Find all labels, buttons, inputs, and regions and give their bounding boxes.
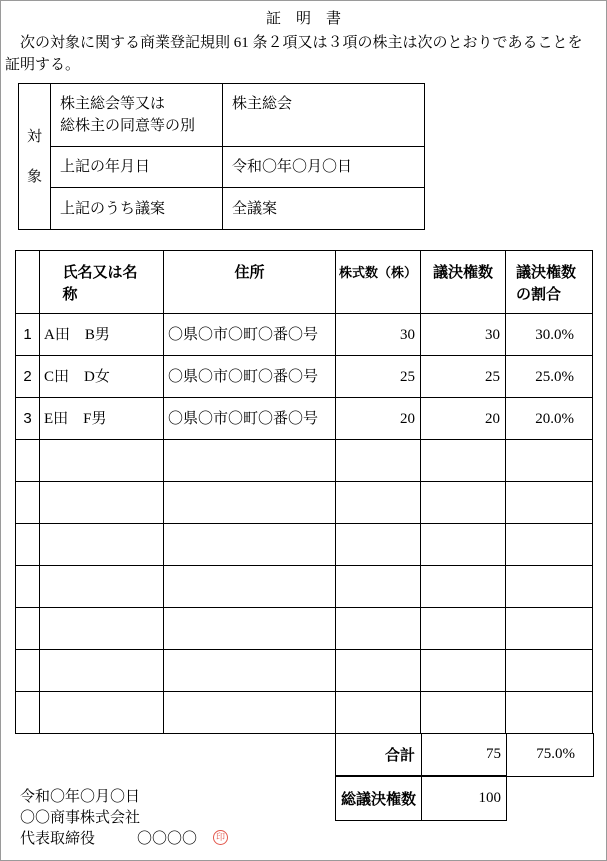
shareholder-address: 〇県〇市〇町〇番〇号	[164, 398, 336, 440]
target-label-cell: 上記のうち議案	[51, 188, 223, 230]
company-name: 〇〇商事株式会社	[20, 810, 141, 826]
shareholder-address: 〇県〇市〇町〇番〇号	[164, 314, 336, 356]
shareholder-name: A田 B男	[40, 314, 164, 356]
target-side-label	[19, 84, 51, 230]
table-row	[16, 398, 593, 440]
empty-table-row	[16, 608, 593, 650]
representative-title: 代表取締役	[20, 831, 96, 847]
target-value-cell: 令和〇年〇月〇日	[223, 147, 425, 188]
shareholder-votes: 20	[421, 398, 506, 440]
header-votes: 議決権数	[421, 251, 506, 314]
header-shares-text: 株式数（株）	[338, 265, 417, 280]
header-address: 住所	[164, 251, 336, 314]
representative-name: 〇〇〇〇	[137, 831, 198, 847]
total-voting-rights-label: 総議決権数	[336, 776, 422, 821]
shareholder-shares: 30	[336, 314, 421, 356]
header-no	[16, 251, 40, 314]
header-ratio-text: 議決権数の割合	[516, 264, 577, 303]
header-shares	[336, 251, 421, 314]
shareholder-votes: 25	[421, 356, 506, 398]
seal-stamp-icon: 印	[213, 830, 228, 845]
shareholder-ratio: 25.0%	[506, 356, 593, 398]
issue-date: 令和〇年〇月〇日	[20, 789, 141, 805]
intro-text-line-2: 証明する。	[5, 57, 81, 73]
empty-table-row	[16, 524, 593, 566]
shareholder-address: 〇県〇市〇町〇番〇号	[164, 356, 336, 398]
header-ratio	[506, 251, 593, 314]
target-value-cell: 全議案	[223, 188, 425, 230]
shareholder-name: E田 F男	[40, 398, 164, 440]
target-side-char: 対	[26, 128, 42, 145]
empty-table-row	[16, 440, 593, 482]
header-name	[40, 251, 164, 314]
total-voting-rights	[335, 775, 507, 821]
shareholder-shares: 25	[336, 356, 421, 398]
row-number: 1	[16, 314, 40, 356]
target-label-line: 株主総会等又は	[60, 96, 166, 112]
table-row	[16, 314, 593, 356]
table-row	[16, 356, 593, 398]
row-number: 3	[16, 398, 40, 440]
target-value-cell: 株主総会	[223, 84, 425, 147]
totals-label: 合計	[336, 733, 422, 777]
empty-table-row	[16, 566, 593, 608]
empty-table-row	[16, 692, 593, 734]
table-header-row	[16, 251, 593, 314]
totals-ratio: 75.0%	[507, 733, 594, 777]
target-label-cell	[51, 84, 223, 147]
target-label-cell: 上記の年月日	[51, 147, 223, 188]
total-voting-rights-value: 100	[422, 776, 507, 821]
totals-votes: 75	[422, 733, 507, 777]
shareholder-ratio: 30.0%	[506, 314, 593, 356]
shareholder-shares: 20	[336, 398, 421, 440]
totals-row	[335, 733, 594, 777]
shareholder-name: C田 D女	[40, 356, 164, 398]
document-title: 証 明 書	[265, 11, 341, 27]
target-side-char: 象	[26, 168, 42, 185]
target-label-line: 総株主の同意等の別	[60, 118, 196, 134]
intro-text-line-1: 次の対象に関する商業登記規則 61 条２項又は３項の株主は次のとおりであることを	[20, 35, 583, 51]
shareholder-votes: 30	[421, 314, 506, 356]
header-name-text: 氏名又は名称	[62, 264, 138, 303]
shareholder-ratio: 20.0%	[506, 398, 593, 440]
target-table	[18, 83, 425, 230]
shareholder-table	[15, 250, 593, 734]
empty-table-row	[16, 482, 593, 524]
row-number: 2	[16, 356, 40, 398]
empty-table-row	[16, 650, 593, 692]
